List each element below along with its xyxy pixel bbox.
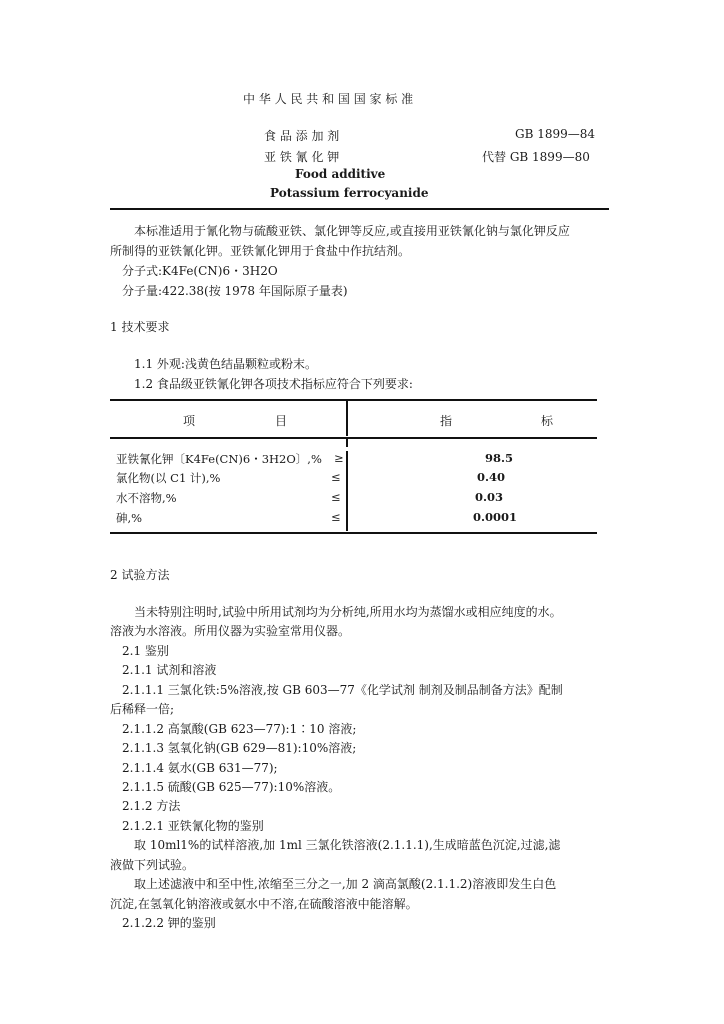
section-2-para1-line1: 当未特别注明时,试验中所用试剂均为分析纯,所用水均为蒸馏水或相应纯度的水。: [134, 605, 562, 619]
section-2-para3-line1: 取上述滤液中和至中性,浓缩至三分之一,加 2 滴高氯酸(2.1.1.2)溶液即发生白色: [134, 877, 557, 891]
table-cell-name: 氯化物(以 C1 计),%: [116, 471, 221, 485]
table-cell-value: 0.0001: [473, 510, 518, 524]
molecular-weight: 分子量:422.38(按 1978 年国际原子量表): [122, 284, 348, 298]
section-1-2: 1.2 食品级亚铁氰化钾各项技术指标应符合下列要求:: [134, 377, 413, 391]
table-divider-header: [346, 401, 348, 436]
table-cell-operator: ≥: [334, 451, 344, 465]
table-cell-value: 98.5: [485, 451, 514, 465]
national-standard-title: 中 华 人 民 共 和 国 国 家 标 准: [243, 92, 414, 106]
section-2-1-2-1: 2.1.2.1 亚铁氰化物的鉴别: [122, 819, 264, 833]
table-header-spec-a: 指: [440, 414, 453, 428]
table-cell-name: 水不溶物,%: [116, 491, 177, 505]
table-divider-gap: [346, 439, 348, 447]
title-en-line-1: Food additive: [295, 167, 386, 181]
section-2-1-2: 2.1.2 方法: [122, 799, 181, 813]
table-header-spec-b: 标: [541, 414, 554, 428]
section-2-1: 2.1 鉴别: [122, 644, 169, 658]
table-header-item-a: 项: [183, 414, 196, 428]
table-divider-body: [346, 451, 348, 531]
section-2-1-1: 2.1.1 试剂和溶液: [122, 663, 217, 677]
replaces-standard: 代替 GB 1899—80: [482, 150, 590, 164]
title-cn-line-2: 亚 铁 氰 化 钾: [264, 150, 340, 164]
section-2-1-2-2: 2.1.2.2 钾的鉴别: [122, 916, 216, 930]
table-bottom-rule: [110, 532, 597, 534]
standard-number: GB 1899—84: [515, 127, 596, 141]
section-2-1-1-3: 2.1.1.3 氢氧化钠(GB 629—81):10%溶液;: [122, 741, 357, 755]
section-2-1-1-4: 2.1.1.4 氨水(GB 631—77);: [122, 761, 278, 775]
intro-line-2: 所制得的亚铁氰化钾。亚铁氰化钾用于食盐中作抗结剂。: [110, 244, 411, 258]
section-2-heading: 2 试验方法: [110, 568, 170, 582]
table-cell-value: 0.03: [475, 490, 504, 504]
section-1-heading: 1 技术要求: [110, 320, 170, 334]
section-2-para3-line2: 沉淀,在氢氧化钠溶液或氨水中不溶,在硫酸溶液中能溶解。: [110, 897, 418, 911]
table-header-item-b: 目: [275, 414, 288, 428]
title-cn-line-1: 食 品 添 加 剂: [264, 129, 340, 143]
table-cell-value: 0.40: [477, 470, 506, 484]
table-header-rule: [110, 437, 597, 439]
section-2-1-1-1-line2: 后稀释一倍;: [110, 702, 175, 716]
section-2-para2-line2: 液做下列试验。: [110, 858, 195, 872]
title-en-line-2: Potassium ferrocyanide: [270, 186, 429, 200]
section-2-1-1-2: 2.1.1.2 高氯酸(GB 623—77):1∶10 溶液;: [122, 722, 357, 736]
section-2-para2-line1: 取 10ml1%的试样溶液,加 1ml 三氯化铁溶液(2.1.1.1),生成暗蓝色沉淀,过滤,滤: [134, 838, 561, 852]
header-rule: [110, 208, 609, 210]
table-cell-name: 亚铁氰化钾〔K4Fe(CN)6・3H2O〕,%: [116, 452, 322, 466]
intro-line-1: 本标准适用于氰化物与硫酸亚铁、氯化钾等反应,或直接用亚铁氰化钠与氯化钾反应: [134, 224, 570, 238]
table-top-rule: [110, 399, 597, 401]
table-cell-operator: ≤: [331, 490, 341, 504]
section-1-1: 1.1 外观:浅黄色结晶颗粒或粉末。: [134, 357, 317, 371]
section-2-para1-line2: 溶液为水溶液。所用仪器为实验室常用仪器。: [110, 624, 351, 638]
molecular-formula: 分子式:K4Fe(CN)6・3H2O: [122, 264, 278, 278]
table-cell-name: 砷,%: [116, 511, 143, 525]
section-2-1-1-1-line1: 2.1.1.1 三氯化铁:5%溶液,按 GB 603—77《化学试剂 制剂及制品制备方法》配制: [122, 683, 563, 697]
section-2-1-1-5: 2.1.1.5 硫酸(GB 625—77):10%溶液。: [122, 780, 341, 794]
table-cell-operator: ≤: [331, 470, 341, 484]
table-cell-operator: ≤: [331, 510, 341, 524]
